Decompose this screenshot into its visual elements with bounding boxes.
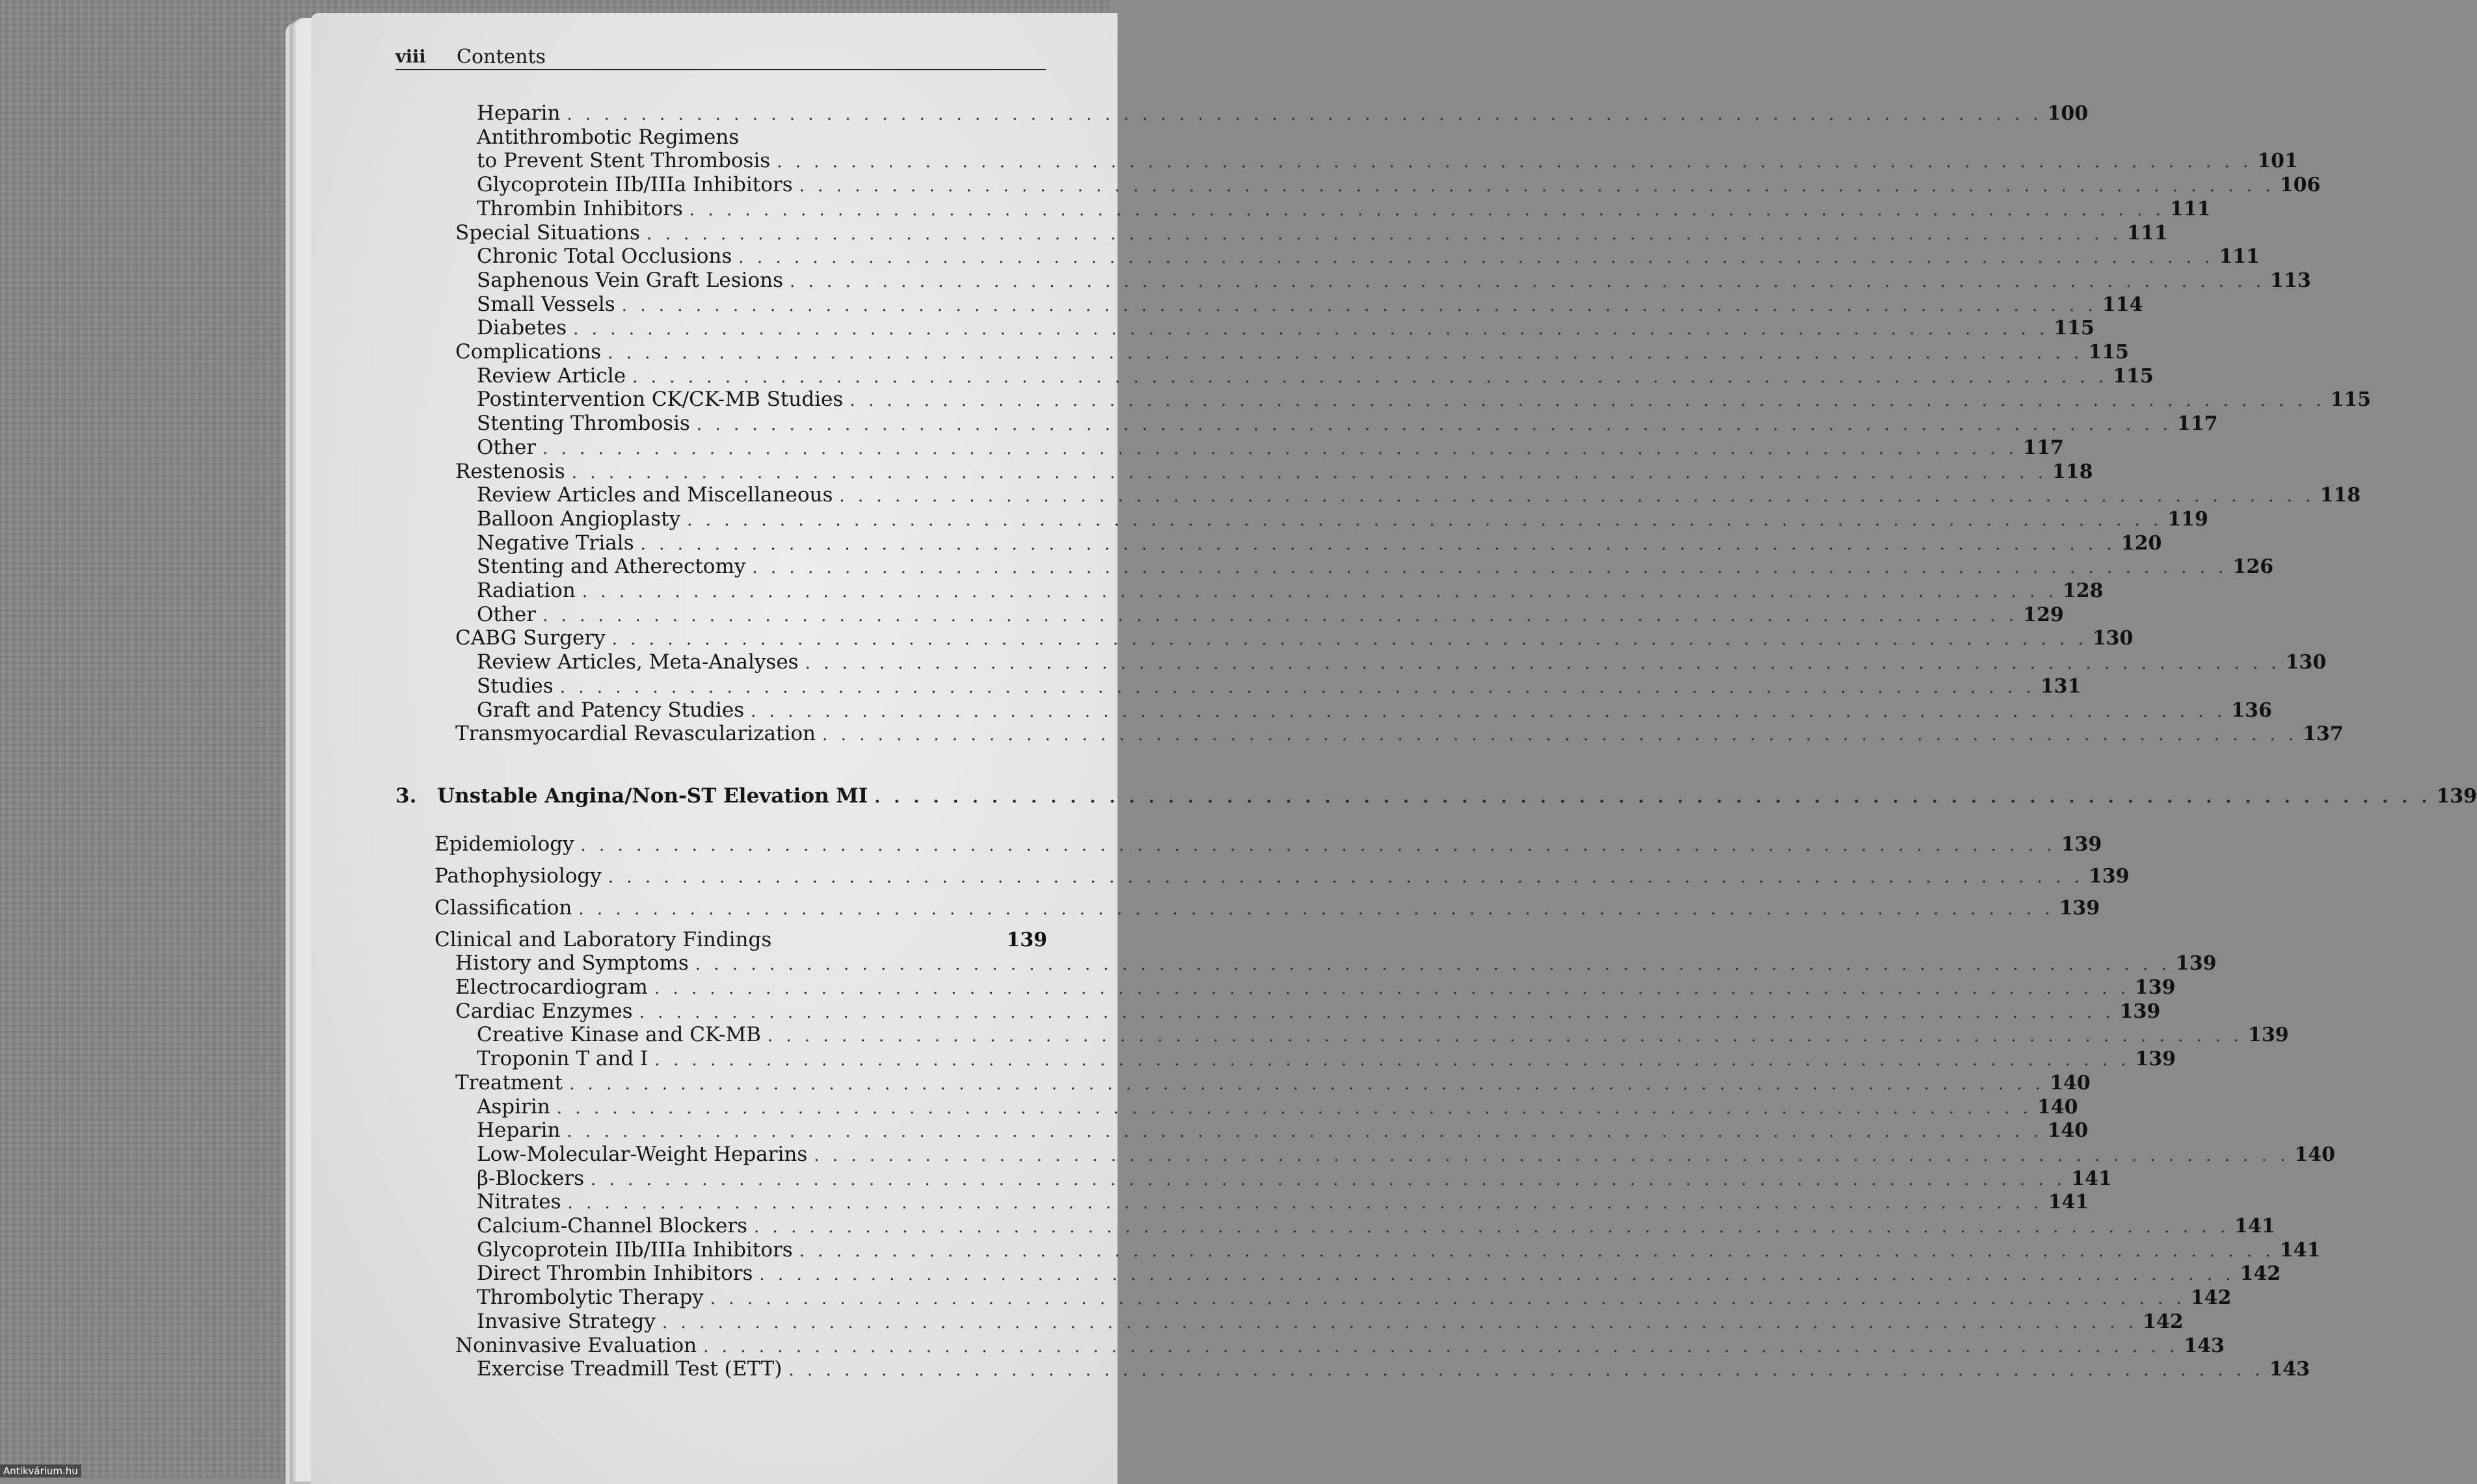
toc-entry-page: 139 (2119, 1000, 2161, 1023)
toc-entry (390, 292, 2143, 317)
leader-dots: . . . . . . . . . . . . . . . . . . . . . . . . . . . . . . . . . . . . . . . . . . . . . . . . . . . . . . . . . . . . . . . . . . . . . . . . . . . . . . . . (790, 271, 2266, 291)
watermark: Antikvárium.hu (0, 1464, 81, 1477)
leader-dots: . . . . . . . . . . . . . . . . . . . . . . . . . . . . . . . . . . . . . . . . . . . . . . . . . . . . . . . . . . . . . . . . . . . . . . . . . . . . . . . . (542, 605, 2018, 626)
toc-entry-label: Studies (477, 674, 554, 698)
toc-entry (390, 674, 2082, 698)
toc-entry-label: Postintervention CK/CK-MB Studies (477, 388, 844, 412)
toc-entry (390, 1166, 2112, 1191)
toc-entry (390, 172, 2321, 197)
toc-entry (390, 125, 1047, 150)
toc-entry-label: Creative Kinase and CK-MB (477, 1023, 761, 1047)
toc-entry-page: 141 (2048, 1191, 2089, 1214)
toc-entry-label: CABG Surgery (455, 626, 606, 650)
toc-entry-page: 142 (2143, 1310, 2184, 1333)
toc-entry-label: Balloon Angioplasty (477, 507, 681, 531)
toc-entry (390, 244, 2260, 269)
toc-entry-label: Electrocardiogram (455, 975, 648, 999)
toc-entry-label: Cardiac Enzymes (455, 999, 633, 1023)
leader-dots: . . . . . . . . . . . . . . . . . . . . . . . . . . . . . . . . . . . . . . . . . . . . . . . . . . . . . . . . . . . . . . . . . . . . . . . . . . . . . . . . (567, 1193, 2043, 1213)
leader-dots: . . . . . . . . . . . . . . . . . . . . . . . . . . . . . . . . . . . . . . . . . . . . . . . . . . . . . . . . . . . . . . . . . . . . . . . . . . . . . . . . (703, 1336, 2179, 1357)
toc-entry (390, 895, 2100, 920)
toc-entry (390, 951, 2217, 975)
leader-dots: . . . . . . . . . . . . . . . . . . . . . . . . . . . . . . . . . . . . . . . . . . . . . . . . . . . . . . . . . . . . . . . . . . . . . . . . . . . . . . . . (777, 152, 2253, 172)
toc-entry-label: Direct Thrombin Inhibitors (477, 1262, 753, 1286)
page-number: viii (395, 47, 426, 67)
chapter-title: Unstable Angina/Non-ST Elevation MI (437, 784, 868, 808)
leader-dots: . . . . . . . . . . . . . . . . . . . . . . . . . . . . . . . . . . . . . . . . . . . . . . . . . . . . . . . . . . . . . . . . . . . . . . . . . . . . . . . . (687, 510, 2163, 530)
toc-entry-label: Other (477, 602, 537, 626)
toc-entry-page: 140 (2047, 1119, 2089, 1143)
toc-entry-page: 142 (2190, 1286, 2232, 1310)
toc-entry (390, 784, 2477, 808)
toc-entry-page: 141 (2071, 1167, 2112, 1190)
toc-entry-label: Glycoprotein IIb/IIIa Inhibitors (477, 173, 793, 197)
leader-dots: . . . . . . . . . . . . . . . . . . . . . . . . . . . . . . . . . . . . . . . . . . . . . . . . . . . . . . . . . . . . . . . . . . . . . . . . . . . . . . . . (621, 295, 2097, 315)
toc-entry-page: 139 (1006, 928, 1047, 951)
toc-entry-label: Other (477, 435, 537, 459)
page-title: Contents (457, 46, 546, 68)
toc-entry-page: 111 (2219, 245, 2260, 269)
toc-entry (390, 507, 2208, 531)
toc-entry-page: 131 (2040, 674, 2082, 698)
toc-entry (390, 578, 2104, 603)
toc-entry-page: 120 (2121, 531, 2162, 555)
leader-dots: . . . . . . . . . . . . . . . . . . . . . . . . . . . . . . . . . . . . . . . . . . . . . . . . . . . . . . . . . . . . . . . . . . . . . . . . . . . . . . . . (569, 1074, 2045, 1094)
leader-dots: . . . . . . . . . . . . . . . . . . . . . . . . . . . . . . . . . . . . . . . . . . . . . . . . . . . . . . . . . . . . . . . . . . . . . . . . . . . . . . . . (556, 1098, 2032, 1118)
toc-entry-page: 136 (2231, 698, 2272, 722)
leader-dots: . . . . . . . . . . . . . . . . . . . . . . . . . . . . . . . . . . . . . . . . . . . . . . . . . . . . . . . . . . . . . . . . . . . . . . . . . . . . . . . . (654, 979, 2130, 998)
toc-entry-label: Epidemiology (435, 832, 574, 856)
toc-entry-page: 118 (2052, 460, 2093, 483)
toc-entry-page: 130 (2092, 627, 2134, 650)
toc-entry (390, 1238, 2321, 1262)
toc-entry (390, 148, 2298, 173)
toc-entry-label: Stenting and Atherectomy (477, 555, 746, 579)
leader-dots: . . . . . . . . . . . . . . . . . . . . . . . . . . . . . . . . . . . . . . . . . . . . . . . . . . . . . . . . . . . . . . . . . . . . . . . . . . . . . . . . (567, 1122, 2042, 1142)
toc-entry (390, 1094, 2078, 1119)
toc-entry-label: Review Articles, Meta-Analyses (477, 650, 799, 674)
toc-entry (390, 1046, 2176, 1071)
leader-dots: . . . . . . . . . . . . . . . . . . . . . . . . . . . . . . . . . . . . . . . . . . . . . . . . . . . . . . . . . . . . . . . . . . . . . . . . . . . . . . . . (639, 1002, 2115, 1022)
toc-entry-label: Aspirin (477, 1094, 550, 1119)
toc-entry (390, 268, 2311, 293)
toc-entry-page: 115 (2113, 364, 2154, 388)
leader-dots: . . . . . . . . . . . . . . . . . . . . . . . . . . . . . . . . . . . . . . . . . . . . . . . . . . . . . . . . . . . . . . . . . . . . . . . . . . . . . . . . (788, 1360, 2264, 1381)
toc-entry (390, 975, 2176, 1000)
toc-entry-page: 111 (2169, 197, 2211, 220)
toc-entry-label: Invasive Strategy (477, 1309, 656, 1333)
leader-dots: . . . . . . . . . . . . . . . . . . . . . . . . . . . . . . . . . . . . . . . . . . . . . . . . . . . . . . . . . . . . . . . . . . . . . . . . . . . . . . . . (696, 415, 2172, 435)
leader-dots: . . . . . . . . . . . . . . . . . . . . . . . . . . . . . . . . . . . . . . . . . . . . . . . . . . . . . . . . . . . . . . . . . . . . . . . . . . . . . . . . (662, 1312, 2137, 1332)
leader-dots: . . . . . . . . . . . . . . . . . . . . . . . . . . . . . . . . . . . . . . . . . . . . . . . . . . . . . . . . . . . . . . . . . . . . . . . . . . . . . . . . (850, 391, 2325, 411)
toc-entry (390, 554, 2274, 579)
toc-entry-label: Heparin (477, 1119, 561, 1143)
toc-entry (390, 1213, 2275, 1238)
toc-entry-page: 139 (2088, 864, 2130, 888)
toc-entry-label: Thrombin Inhibitors (477, 196, 683, 220)
toc-entry-page: 100 (2047, 102, 2089, 125)
toc-entry (390, 927, 1047, 952)
toc-entry-label: Glycoprotein IIb/IIIa Inhibitors (477, 1238, 793, 1262)
leader-dots: . . . . . . . . . . . . . . . . . . . . . . . . . . . . . . . . . . . . . . . . . . . . . . . . . . . . . . . . . . . . . . . . . . . . . . . . . . . . . . . . (799, 1241, 2275, 1261)
toc-entry-label: Stenting Thrombosis (477, 412, 690, 436)
toc-entry-page: 118 (2320, 484, 2361, 507)
toc-entry (390, 626, 2134, 650)
toc-entry-page: 141 (2279, 1238, 2321, 1262)
leader-dots: . . . . . . . . . . . . . . . . . . . . . . . . . . . . . . . . . . . . . . . . . . . . . . . . . . . . . . . . . . . . . . . . . . . . . . . . . . . . . . . . (580, 835, 2056, 855)
toc-entry-page: 117 (2176, 412, 2218, 436)
leader-dots: . . . . . . . . . . . . . . . . . . . . . . . . . . . . . . . . . . . . . . . . . . . . . . . . . . . . . . . . . . . . . . . . . . . . . . . . . . . . . . . . (805, 654, 2281, 674)
toc-entry-label: Graft and Patency Studies (477, 698, 745, 722)
toc-entry (390, 220, 2168, 245)
toc-entry (390, 459, 2093, 484)
toc-entry (390, 1333, 2225, 1358)
toc-entry-label: Clinical and Laboratory Findings (435, 927, 772, 951)
leader-dots: . . . . . . . . . . . . . . . . . . . . . . . . . . . . . . . . . . . . . . . . . . . . . . . . . . . . . . . . . . . . . . . . . . . . . . . . . . . . . . . . (767, 1026, 2243, 1046)
toc-entry-label: Low-Molecular-Weight Heparins (477, 1142, 808, 1166)
toc-entry-label: Pathophysiology (435, 864, 602, 888)
toc-entry-page: 115 (2088, 341, 2129, 364)
leader-dots: . . . . . . . . . . . . . . . . . . . . . . . . . . . . . . . . . . . . . . . . . . . . . . . . . . . . . . . . . . . . . . . . . . . . . . . . . . . . . . . . (822, 725, 2298, 745)
toc-entry-label: Review Articles and Miscellaneous (477, 483, 833, 507)
toc-entry-label: Antithrombotic Regimens (477, 125, 740, 149)
leader-dots: . . . . . . . . . . . . . . . . . . . . . . . . . . . . . . . . . . . . . . . . . . . . . . . . . . . . . . . . . . . . . . . . . . . . . . . . . . . . . . . . (654, 1050, 2130, 1070)
leader-dots: . . . . . . . . . . . . . . . . . . . . . . . . . . . . . . . . . . . . . . . . . . . . . . . . . . . . . . . . . . . . . . . . . . . . . . . . . . . . . . . . (695, 955, 2171, 975)
leader-dots: . . . . . . . . . . . . . . . . . . . . . . . . . . . . . . . . . . . . . . . . . . . . . . . . . . . . . . . . . . . . . . . . . . . . . . . . . . . . . . . . (573, 319, 2049, 339)
toc-entry (390, 1070, 2091, 1095)
toc-entry (390, 411, 2218, 436)
leader-dots: . . . . . . . . . . . . . . . . . . . . . . . . . . . . . . . . . . . . . . . . . . . . . . . . . . . . . . . . . . . . . . . . . . . . . . . . . . . . . . . . (814, 1145, 2290, 1165)
toc-entry (390, 1118, 2089, 1143)
toc-entry-page: 115 (2054, 317, 2095, 340)
leader-dots: . . . . . . . . . . . . . . . . . . . . . . . . . . . . . . . . . . . . . . . . . . . . . . . . . . . . . . . . . . . . . . . . . . . . . . . . . . . . . . . . (874, 787, 2431, 807)
toc-entry-label: Noninvasive Evaluation (455, 1333, 697, 1357)
toc-entry (390, 1309, 2184, 1334)
toc-entry (390, 999, 2161, 1024)
toc-entry (390, 602, 2064, 627)
toc-entry-page: 113 (2270, 269, 2311, 292)
toc-entry (390, 339, 2129, 364)
toc-entry-label: Restenosis (455, 459, 565, 483)
toc-entry (390, 832, 2102, 856)
toc-entry-label: Exercise Treadmill Test (ETT) (477, 1357, 783, 1381)
toc-entry-label: Heparin (477, 101, 561, 125)
toc-entry (390, 435, 2064, 460)
toc-entry-page: 137 (2303, 722, 2344, 746)
toc-entry-page: 139 (2175, 952, 2217, 975)
leader-dots: . . . . . . . . . . . . . . . . . . . . . . . . . . . . . . . . . . . . . . . . . . . . . . . . . . . . . . . . . . . . . . . . . . . . . . . . . . . . . . . . (689, 200, 2165, 220)
toc-entry-page: 141 (2234, 1215, 2275, 1238)
toc-entry-label: to Prevent Stent Thrombosis (477, 149, 771, 173)
toc-entry-page: 106 (2279, 174, 2321, 197)
toc-entry-page: 119 (2167, 507, 2208, 531)
toc-entry (390, 1261, 2281, 1286)
leader-dots: . . . . . . . . . . . . . . . . . . . . . . . . . . . . . . . . . . . . . . . . . . . . . . . . . . . . . . . . . . . . . . . . . . . . . . . . . . . . . . . . (559, 677, 2035, 697)
toc-entry-page: 143 (2269, 1358, 2310, 1381)
toc-entry-page: 139 (2061, 832, 2102, 856)
toc-entry-label: Review Article (477, 364, 626, 388)
leader-dots: . . . . . . . . . . . . . . . . . . . . . . . . . . . . . . . . . . . . . . . . . . . . . . . . . . . . . . . . . . . . . . . . . . . . . . . . . . . . . . . . (567, 105, 2042, 124)
toc-entry-label (395, 784, 874, 808)
toc-entry-label: Negative Trials (477, 531, 634, 555)
toc-entry (390, 650, 2327, 674)
toc-entry-page: 143 (2184, 1334, 2225, 1357)
toc-entry-page: 115 (2330, 388, 2372, 412)
leader-dots: . . . . . . . . . . . . . . . . . . . . . . . . . . . . . . . . . . . . . . . . . . . . . . . . . . . . . . . . . . . . . . . . . . . . . . . . . . . . . . . . (752, 558, 2228, 578)
toc-entry (390, 1022, 2289, 1047)
toc-entry-label: Nitrates (477, 1190, 561, 1214)
toc-entry (390, 1285, 2232, 1310)
toc-entry (390, 1357, 2310, 1381)
toc-entry (390, 483, 2361, 507)
toc-entry-page: 140 (2037, 1095, 2078, 1119)
toc-entry-page: 114 (2102, 293, 2143, 316)
leader-dots: . . . . . . . . . . . . . . . . . . . . . . . . . . . . . . . . . . . . . . . . . . . . . . . . . . . . . . . . . . . . . . . . . . . . . . . . . . . . . . . . (608, 867, 2083, 887)
toc-entry-page: 140 (2050, 1071, 2091, 1094)
toc-entry-page: 130 (2285, 651, 2327, 674)
leader-dots: . . . . . . . . . . . . . . . . . . . . . . . . . . . . . . . . . . . . . . . . . . . . . . . . . . . . . . . . . . . . . . . . . . . . . . . . . . . . . . . . (754, 1217, 2230, 1237)
toc-entry-label: Calcium-Channel Blockers (477, 1214, 748, 1238)
leader-dots: . . . . . . . . . . . . . . . . . . . . . . . . . . . . . . . . . . . . . . . . . . . . . . . . . . . . . . . . . . . . . . . . . . . . . . . . . . . . . . . . (646, 224, 2122, 244)
toc-entry-label: Small Vessels (477, 292, 615, 316)
toc-entry-page: 129 (2023, 603, 2064, 626)
toc-entry (390, 1142, 2335, 1167)
toc-entry-label: Complications (455, 340, 602, 364)
leader-dots: . . . . . . . . . . . . . . . . . . . . . . . . . . . . . . . . . . . . . . . . . . . . . . . . . . . . . . . . . . . . . . . . . . . . . . . . . . . . . . . . (751, 701, 2227, 721)
leader-dots: . . . . . . . . . . . . . . . . . . . . . . . . . . . . . . . . . . . . . . . . . . . . . . . . . . . . . . . . . . . . . . . . . . . . . . . . . . . . . . . . (582, 582, 2057, 602)
leader-dots: . . . . . . . . . . . . . . . . . . . . . . . . . . . . . . . . . . . . . . . . . . . . . . . . . . . . . . . . . . . . . . . . . . . . . . . . . . . . . . . . (571, 462, 2047, 483)
leader-dots: . . . . . . . . . . . . . . . . . . . . . . . . . . . . . . . . . . . . . . . . . . . . . . . . . . . . . . . . . . . . . . . . . . . . . . . . . . . . . . . . (590, 1169, 2067, 1189)
toc-entry (390, 1189, 2089, 1214)
toc-entry (390, 315, 2095, 340)
toc-entry-page: 139 (2436, 784, 2477, 808)
leader-dots: . . . . . . . . . . . . . . . . . . . . . . . . . . . . . . . . . . . . . . . . . . . . . . . . . . . . . . . . . . . . . . . . . . . . . . . . . . . . . . . . (608, 343, 2083, 363)
toc-entry-page: 101 (2257, 150, 2298, 173)
toc-entry-page: 128 (2062, 579, 2104, 602)
toc-entry (390, 864, 2130, 888)
leader-dots: . . . . . . . . . . . . . . . . . . . . . . . . . . . . . . . . . . . . . . . . . . . . . . . . . . . . . . . . . . . . . . . . . . . . . . . . . . . . . . . . (799, 176, 2275, 196)
toc-entry-page: 139 (2059, 896, 2100, 920)
toc-entry (390, 101, 2089, 126)
toc-entry-page: 117 (2023, 436, 2064, 459)
toc-entry-page: 139 (2247, 1024, 2289, 1047)
toc-entry-label: Chronic Total Occlusions (477, 245, 732, 269)
table-of-contents (390, 101, 2477, 1401)
toc-entry (390, 721, 2344, 746)
toc-entry-page: 126 (2232, 555, 2274, 579)
leader-dots: . . . . . . . . . . . . . . . . . . . . . . . . . . . . . . . . . . . . . . . . . . . . . . . . . . . . . . . . . . . . . . . . . . . . . . . . . . . . . . . . (578, 899, 2054, 919)
toc-entry (390, 698, 2272, 722)
leader-dots: . . . . . . . . . . . . . . . . . . . . . . . . . . . . . . . . . . . . . . . . . . . . . . . . . . . . . . . . . . . . . . . . . . . . . . . . . . . . . . . . (710, 1289, 2186, 1309)
toc-entry-label: Troponin T and I (477, 1047, 649, 1071)
toc-entry-label: History and Symptoms (455, 951, 689, 975)
leader-dots: . . . . . . . . . . . . . . . . . . . . . . . . . . . . . . . . . . . . . . . . . . . . . . . . . . . . . . . . . . . . . . . . . . . . . . . . . . . . . . . . (640, 534, 2116, 554)
toc-entry-label: Transmyocardial Revascularization (455, 722, 816, 746)
toc-entry-label: Diabetes (477, 316, 567, 340)
toc-entry-page: 111 (2127, 221, 2168, 245)
toc-entry-label: Radiation (477, 579, 576, 602)
leader-dots: . . . . . . . . . . . . . . . . . . . . . . . . . . . . . . . . . . . . . . . . . . . . . . . . . . . . . . . . . . . . . . . . . . . . . . . . . . . . . . . . (632, 367, 2108, 387)
toc-entry-page: 139 (2135, 1048, 2176, 1071)
chapter-number: 3. (395, 784, 417, 808)
toc-entry-label: Treatment (455, 1070, 563, 1094)
leader-dots: . . . . . . . . . . . . . . . . . . . . . . . . . . . . . . . . . . . . . . . . . . . . . . . . . . . . . . . . . . . . . . . . . . . . . . . . . . . . . . . . (542, 438, 2018, 458)
toc-entry-label: Saphenous Vein Graft Lesions (477, 268, 783, 292)
toc-entry-page: 142 (2240, 1262, 2281, 1286)
toc-entry (390, 531, 2162, 555)
toc-entry (390, 364, 2154, 388)
toc-entry-label: β-Blockers (477, 1166, 584, 1190)
toc-entry (390, 196, 2211, 221)
leader-dots: . . . . . . . . . . . . . . . . . . . . . . . . . . . . . . . . . . . . . . . . . . . . . . . . . . . . . . . . . . . . . . . . . . . . . . . . . . . . . . . . (839, 486, 2315, 507)
toc-entry-label: Thrombolytic Therapy (477, 1286, 704, 1310)
leader-dots: . . . . . . . . . . . . . . . . . . . . . . . . . . . . . . . . . . . . . . . . . . . . . . . . . . . . . . . . . . . . . . . . . . . . . . . . . . . . . . . . (759, 1265, 2235, 1285)
page-header (395, 46, 1046, 70)
toc-entry-page: 140 (2294, 1143, 2335, 1166)
toc-entry (390, 387, 2372, 412)
leader-dots: . . . . . . . . . . . . . . . . . . . . . . . . . . . . . . . . . . . . . . . . . . . . . . . . . . . . . . . . . . . . . . . . . . . . . . . . . . . . . . . . (611, 629, 2087, 650)
toc-entry-label: Special Situations (455, 220, 640, 245)
toc-entry-label: Classification (435, 895, 572, 920)
leader-dots: . . . . . . . . . . . . . . . . . . . . . . . . . . . . . . . . . . . . . . . . . . . . . . . . . . . . . . . . . . . . . . . . . . . . . . . . . . . . . . . . (738, 248, 2214, 268)
toc-entry-page: 139 (2134, 976, 2176, 999)
